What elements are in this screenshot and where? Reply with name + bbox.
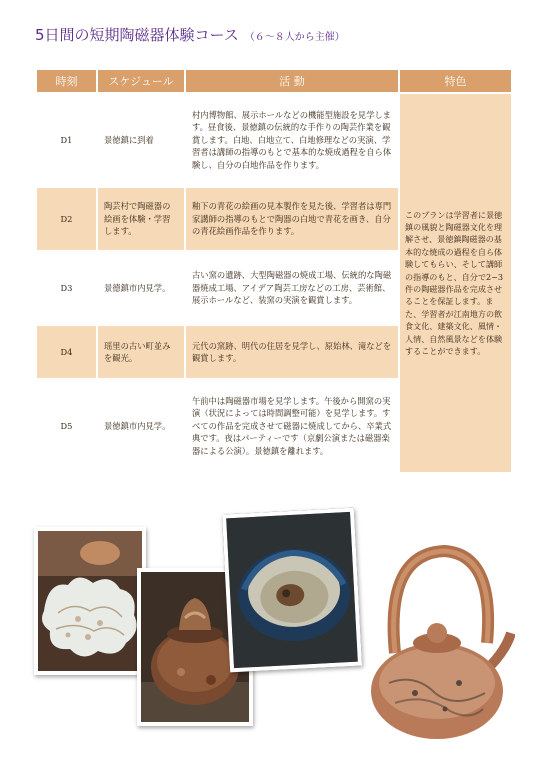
title-main: 5日間の短期陶磁器体験コース: [35, 26, 239, 44]
schedule-cell: 陶芸村で陶磁器の絵画を体験・学習します。: [98, 188, 184, 250]
activity-cell: 古い窯の遺跡、大型陶磁器の焼成工場、伝統的な陶磁器焼成工場、アイデア陶芸工房などの工房、芸術館、展示ホールなど、装窯の実演を観賞します。: [186, 252, 398, 324]
day-cell: D3: [37, 252, 96, 324]
day-cell: D4: [37, 326, 96, 378]
activity-cell: 村内博物館、展示ホールなどの機能型施設を見学します。昼食後、景徳鎮の伝統的な手作りの陶芸作業を観賞します。白地、白地立て、白地修理などの実演、学習者は講師の指導のもとで基本的な焼成過程を自ら体験し、自分の白地作品を作ります。: [186, 94, 398, 186]
activity-cell: 釉下の青花の絵画の見本製作を見た後、学習者は専門家講師の指導のもとで陶器の白地で青花を画き、自分の青花絵画作品を作ります。: [186, 188, 398, 250]
schedule-cell: 景德鎮市内見学。: [98, 252, 184, 324]
blue-glazed-bowl-photo: [222, 508, 362, 673]
feature-cell: このプランは学習者に景徳鎮の風貌と陶磁器文化を理解させ、景徳鎮陶磁器の基本的な焼成の過程を自ら体験してもらい、そして講師の指導のもと、自分で2~3件の陶磁器作品を完成させることを保証します。また、学習者が江南地方の飲食文化、建築文化、風情・人情、自然風景などを体験することができます。: [400, 94, 511, 472]
table-row: [37, 94, 511, 186]
table-header-row: [37, 70, 511, 92]
title-subtitle: （６～８人から主催）: [244, 32, 345, 43]
day-cell: D1: [37, 94, 96, 186]
activity-cell: 元代の窯跡、明代の住居を見学し、原始林、滝などを観賞します。: [186, 326, 398, 378]
teapot-photo: [355, 533, 515, 743]
page-title: [35, 24, 345, 45]
schedule-cell: 景徳鎮市内見学。: [98, 380, 184, 472]
activity-cell: 午前中は陶磁器市場を見学します。午後から開窯の実演（状況によっては時間調整可能）を見学します。すべての作品を完成させて磁器に焼成してから、卒業式典です。夜はパーティーです（京劇公演または磁器楽器による公演）。景徳鎮を離れます。: [186, 380, 398, 472]
schedule-cell: 瑶里の古い町並みを観光。: [98, 326, 184, 378]
col-header-activity: 活 動: [186, 70, 398, 92]
col-header-schedule: スケジュール: [98, 70, 184, 92]
schedule-cell: 景徳鎮に到着: [98, 94, 184, 186]
col-header-feature: 特色: [400, 70, 511, 92]
col-header-time: 時刻: [37, 70, 96, 92]
day-cell: D5: [37, 380, 96, 472]
white-lace-dish-photo: [34, 527, 146, 675]
day-cell: D2: [37, 188, 96, 250]
schedule-table: [35, 68, 513, 474]
